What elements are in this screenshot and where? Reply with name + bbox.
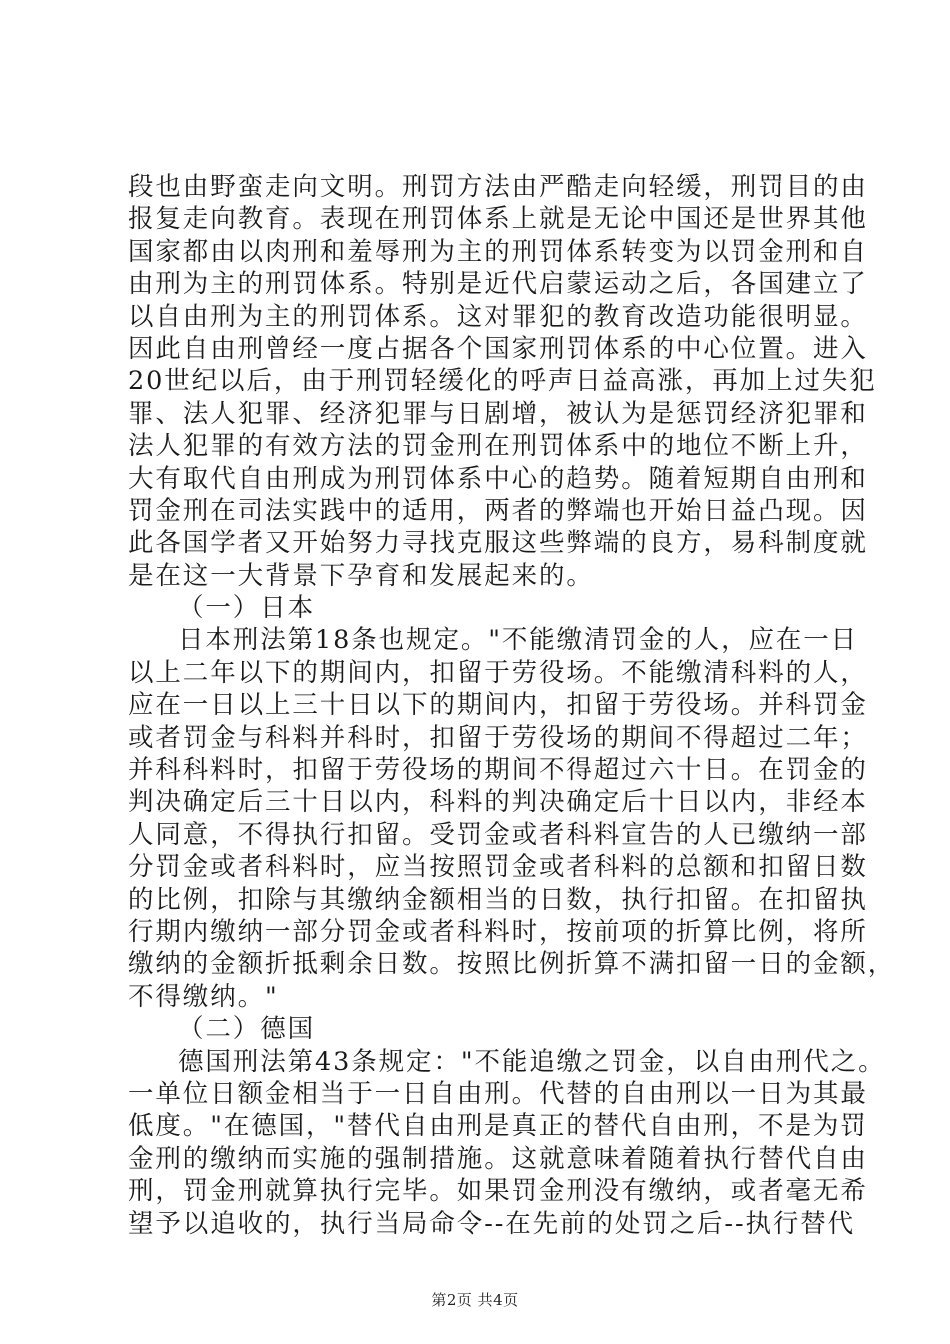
text-line: 金刑的缴纳而实施的强制措施。这就意味着随着执行替代自由 xyxy=(128,1143,868,1174)
text-line: 罪、法人犯罪、经济犯罪与日剧增，被认为是惩罚经济犯罪和 xyxy=(128,398,868,429)
text-line: 德国刑法第43条规定："不能追缴之罚金，以自由刑代之。 xyxy=(178,1046,886,1077)
text-line: 应在一日以上三十日以下的期间内，扣留于劳役场。并科罚金 xyxy=(128,690,868,721)
text-line: 因此自由刑曾经一度占据各个国家刑罚体系的中心位置。进入 xyxy=(128,333,868,364)
text-line: 望予以追收的，执行当局命令--在先前的处罚之后--执行替代 xyxy=(128,1208,856,1239)
text-line: 缴纳的金额折抵剩余日数。按照比例折算不满扣留一日的金额， xyxy=(128,949,896,980)
text-line: （一）日本 xyxy=(178,593,316,624)
body-text xyxy=(128,171,896,1240)
text-line: 一单位日额金相当于一日自由刑。代替的自由刑以一日为其最 xyxy=(128,1078,868,1109)
text-line: 此各国学者又开始努力寻找克服这些弊端的良方，易科制度就 xyxy=(128,528,868,559)
text-line: 段也由野蛮走向文明。刑罚方法由严酷走向轻缓，刑罚目的由 xyxy=(128,172,868,202)
text-line: 或者罚金与科料并科时，扣留于劳役场的期间不得超过二年； xyxy=(128,722,868,753)
text-line: 报复走向教育。表现在刑罚体系上就是无论中国还是世界其他 xyxy=(128,204,868,235)
text-line: 以自由刑为主的刑罚体系。这对罪犯的教育改造功能很明显。 xyxy=(128,301,868,332)
text-line: 是在这一大背景下孕育和发展起来的。 xyxy=(128,560,594,591)
text-line: 以上二年以下的期间内，扣留于劳役场。不能缴清科料的人， xyxy=(128,657,868,688)
text-line: 20世纪以后，由于刑罚轻缓化的呼声日益高涨，再加上过失犯 xyxy=(128,366,877,397)
text-line: 罚金刑在司法实践中的适用，两者的弊端也开始日益凸现。因 xyxy=(128,495,868,526)
text-line: 刑，罚金刑就算执行完毕。如果罚金刑没有缴纳，或者毫无希 xyxy=(128,1176,868,1207)
text-line: 低度。"在德国，"替代自由刑是真正的替代自由刑，不是为罚 xyxy=(128,1111,868,1142)
text-line: 国家都由以肉刑和羞辱刑为主的刑罚体系转变为以罚金刑和自 xyxy=(128,236,868,267)
text-line: 法人犯罪的有效方法的罚金刑在刑罚体系中的地位不断上升， xyxy=(128,431,868,462)
text-line: （二）德国 xyxy=(178,1014,316,1045)
text-line: 大有取代自由刑成为刑罚体系中心的趋势。随着短期自由刑和 xyxy=(128,463,868,494)
text-line: 不得缴纳。" xyxy=(128,981,279,1012)
text-line: 并科科料时，扣留于劳役场的期间不得超过六十日。在罚金的 xyxy=(128,755,868,786)
text-line: 由刑为主的刑罚体系。特别是近代启蒙运动之后，各国建立了 xyxy=(128,269,868,300)
text-line: 的比例，扣除与其缴纳金额相当的日数，执行扣留。在扣留执 xyxy=(128,884,868,915)
text-line: 分罚金或者科料时，应当按照罚金或者科料的总额和扣留日数 xyxy=(128,852,868,883)
page-footer: 第2页 共4页 xyxy=(431,1291,519,1309)
text-line: 日本刑法第18条也规定。"不能缴清罚金的人，应在一日 xyxy=(178,625,859,656)
text-line: 判决确定后三十日以内，科料的判决确定后十日以内，非经本 xyxy=(128,787,868,818)
text-line: 人同意，不得执行扣留。受罚金或者科料宣告的人已缴纳一部 xyxy=(128,819,868,850)
text-line: 行期内缴纳一部分罚金或者科料时，按前项的折算比例，将所 xyxy=(128,916,868,947)
